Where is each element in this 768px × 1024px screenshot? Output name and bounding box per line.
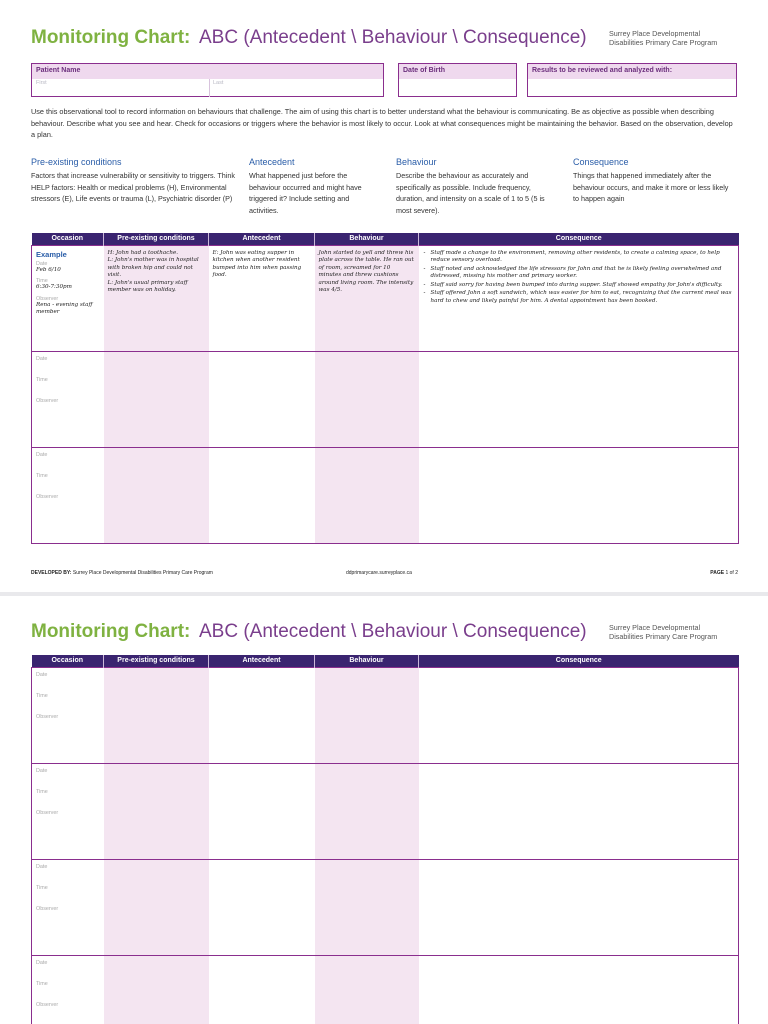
footer-url: ddprimarycare.surreyplace.ca: [346, 570, 412, 576]
page-subtitle: ABC (Antecedent \ Behaviour \ Consequence): [199, 621, 587, 642]
consequence-cell[interactable]: [419, 351, 739, 447]
behaviour-cell[interactable]: [315, 447, 419, 543]
instructions-text: Use this observational tool to record information on behaviours that challenge. The aim of using this chart is to better understand what the behaviour is communicating. Be as objective as possible when describing behaviour. Describe what you see and hear. Check for occasions or triggers where the behavior is most likely to occur. Look at what consequences might be maintaining the behavior. Based on the observation, develop a plan.: [31, 107, 733, 139]
list-item: - Staff made a change to the environment, removing other residents, to create a calming space, to help reduce sensory overload.: [423, 250, 735, 265]
list-item: - Staff said sorry for having been bumped into during supper. Staff showed empathy for John's difficulty.: [423, 282, 735, 290]
behaviour-cell[interactable]: [315, 955, 419, 1024]
consequence-cell[interactable]: [419, 447, 739, 543]
header-consequence: Consequence: [419, 655, 739, 667]
example-preexisting-cell: [104, 245, 209, 351]
definition-heading-consequence: Consequence: [573, 157, 629, 167]
behaviour-cell[interactable]: [315, 667, 419, 763]
antecedent-cell[interactable]: [209, 447, 315, 543]
header-preexisting: Pre-existing conditions: [104, 655, 209, 667]
definition-text-behaviour: Describe the behaviour as accurately and specifically as possible. Include frequency, duration, and intensity on a scale of 1 to 5 (5 is most severe).: [396, 171, 545, 215]
preexisting-cell[interactable]: [104, 351, 209, 447]
organization-name: Surrey Place Developmental Disabilities Primary Care Program: [609, 29, 718, 47]
patient-name-field[interactable]: [31, 63, 384, 97]
list-item: H: John had a toothache.: [107, 249, 179, 256]
abc-chart-table: [31, 233, 739, 544]
results-reviewer-label: Results to be reviewed and analyzed with:: [528, 64, 736, 79]
table-row[interactable]: [32, 955, 739, 1024]
list-item: - Staff noted and acknowledged the life stressors for John and that he is likely feeling overwhelmed and distressed, missing his mother and primary worker.: [423, 266, 735, 281]
table-row[interactable]: [32, 447, 739, 543]
results-reviewer-field[interactable]: [527, 63, 737, 97]
consequence-cell[interactable]: [419, 667, 739, 763]
example-occasion-cell: Example Date Feb 6/10 Time 6:30-7:30pm Observer Rena - evening staff member: [32, 245, 104, 351]
patient-name-label: Patient Name: [32, 64, 383, 79]
first-name-label: First: [36, 80, 47, 86]
header-behaviour: Behaviour: [315, 233, 419, 245]
occasion-cell[interactable]: Date Time Observer: [32, 763, 104, 859]
example-row: [32, 245, 739, 351]
occasion-cell[interactable]: Date Time Observer: [32, 447, 104, 543]
definition-text-preexisting: Factors that increase vulnerability or sensitivity to triggers. Think HELP factors: Health or medical problems (H), Environmental stressors (E), Life events or trauma (L), Psychiatric disorder (P): [31, 171, 235, 204]
header-antecedent: Antecedent: [209, 233, 315, 245]
preexisting-cell[interactable]: [104, 667, 209, 763]
date-of-birth-label: Date of Birth: [399, 64, 516, 79]
example-antecedent-cell: E: John was eating supper in kitchen when another resident bumped into him when passing food.: [209, 245, 315, 351]
definition-text-antecedent: What happened just before the behaviour occurred and might have triggered it? Include setting and activities.: [249, 171, 362, 215]
table-row[interactable]: [32, 763, 739, 859]
page-header: [31, 620, 737, 650]
list-item: - Staff offered John a soft sandwich, which was easier for him to eat, recognizing that the current meal was hard to chew and likely painful for him. A dental appointment has been booked.: [423, 290, 735, 305]
occasion-cell[interactable]: Date Time Observer: [32, 955, 104, 1024]
list-item: L: John's mother was in hospital with broken hip and could not visit.: [107, 257, 199, 279]
definition-heading-preexisting: Pre-existing conditions: [31, 157, 122, 167]
header-preexisting: Pre-existing conditions: [104, 233, 209, 245]
abc-chart-table: [31, 655, 739, 1024]
definition-heading-behaviour: Behaviour: [396, 157, 437, 167]
occasion-cell[interactable]: Date Time Observer: [32, 859, 104, 955]
page-header: [31, 26, 737, 56]
table-row[interactable]: [32, 351, 739, 447]
behaviour-cell[interactable]: [315, 859, 419, 955]
page-1: Monitoring Chart: ABC (Antecedent \ Behaviour \ Consequence) Surrey Place Developmental Disabilities Primary Care Program Patient Name First Last Date of Birth Results to be reviewed and analyzed with: Use this observational tool to record information on behaviours that challenge. The aim of using this chart is to better understand what the behaviour is communicating. Be as objective as possible when describing behaviour. Describe what you see and hear. Check for occasions or triggers where the behavior is most likely to occur. Look at what consequences might be maintaining the behavior. Based on the observation, develop a plan. Pre-existing conditions Factors that increase vulnerability or sensitivity to triggers. Think HELP factors: Health or medical problems (H), Environmental stressors (E), Life events or trauma (L), Psychiatric disorder (P) Antecedent What happened just before the behaviour occurred and might have triggered it? Include setting and activities. Behaviour Describe the behaviour as accurately and specifically as possible. Include frequency, duration, and intensity on a scale of 1 to 5 (5 is most severe). Consequence Things that happened immediately after the behaviour occurs, and make it more or less likely to happen again Occasion Pre-existing conditions Antecedent Behaviour Consequence Example Date Feb 6/10 Time 6:30-7:30pm Observer Rena - evening staff member H: John had a toothache. L: John's mother was in hospital with broken hip and could not visit. L: John's usual primary staff member was on holiday. E: John was eating supper in kitchen when another resident bumped into him when passing food. John started to yell and threw his plate across the table. He ran out of room, screamed for 10 minutes and threw cushions around living room. The intensity was 4/5. - Staff made a change to the environment, removing other residents, to create a calming space, to help reduce sensory overload. - Staff noted and acknowledged the life stressors for John and that he is likely feeling overwhelmed and distressed, missing his mother and primary worker. - Staff said sorry for having been bumped into during supper. Staff showed empathy for John's difficulty. - Staff offered John a soft sandwich, which was easier for him to eat, recognizing that the current meal was hard to chew and likely painful for him. A dental appointment has been booked. Date Time Observer Date Time Observer DEVELOPED BY: Surrey Place Developmental Disabilities Primary Care Program ddprimarycare.surreyplace.ca PAGE 1 of 2: [0, 0, 768, 592]
preexisting-cell[interactable]: [104, 955, 209, 1024]
page-2: [0, 596, 768, 1024]
antecedent-cell[interactable]: [209, 667, 315, 763]
page-subtitle: ABC (Antecedent \ Behaviour \ Consequence): [199, 27, 587, 48]
antecedent-cell[interactable]: [209, 763, 315, 859]
behaviour-cell[interactable]: [315, 351, 419, 447]
consequence-cell[interactable]: [419, 763, 739, 859]
list-item: L: John's usual primary staff member was on holiday.: [107, 279, 188, 294]
occasion-cell[interactable]: Date Time Observer: [32, 667, 104, 763]
page-number: PAGE 1 of 2: [710, 570, 738, 576]
last-name-label: Last: [213, 80, 224, 86]
example-time: 6:30-7:30pm: [36, 284, 72, 291]
table-header-row: [32, 233, 739, 245]
preexisting-cell[interactable]: [104, 859, 209, 955]
organization-name: Surrey Place Developmental Disabilities Primary Care Program: [609, 623, 718, 641]
example-consequence-cell: [419, 245, 739, 351]
occasion-cell[interactable]: Date Time Observer: [32, 351, 104, 447]
header-consequence: Consequence: [419, 233, 739, 245]
example-behaviour-cell: John started to yell and threw his plate across the table. He ran out of room, screamed for 10 minutes and threw cushions around living room. The intensity was 4/5.: [315, 245, 419, 351]
example-label: Example: [36, 249, 67, 259]
behaviour-cell[interactable]: [315, 763, 419, 859]
page-title: Monitoring Chart:: [31, 621, 191, 642]
definition-text-consequence: Things that happened immediately after the behaviour occurs, and make it more or less likely to happen again: [573, 171, 729, 204]
header-occasion: Occasion: [32, 233, 104, 245]
consequence-cell[interactable]: [419, 859, 739, 955]
header-antecedent: Antecedent: [209, 655, 315, 667]
example-date: Feb 6/10: [36, 266, 61, 273]
table-header-row: [32, 655, 739, 667]
table-row[interactable]: [32, 859, 739, 955]
date-of-birth-field[interactable]: [398, 63, 517, 97]
table-row[interactable]: [32, 667, 739, 763]
antecedent-cell[interactable]: [209, 351, 315, 447]
header-occasion: Occasion: [32, 655, 104, 667]
definition-heading-antecedent: Antecedent: [249, 157, 295, 167]
antecedent-cell[interactable]: [209, 859, 315, 955]
preexisting-cell[interactable]: [104, 763, 209, 859]
header-behaviour: Behaviour: [315, 655, 419, 667]
antecedent-cell[interactable]: [209, 955, 315, 1024]
consequence-cell[interactable]: [419, 955, 739, 1024]
example-observer: Rena - evening staff member: [36, 301, 93, 316]
preexisting-cell[interactable]: [104, 447, 209, 543]
page-title: Monitoring Chart:: [31, 27, 191, 48]
